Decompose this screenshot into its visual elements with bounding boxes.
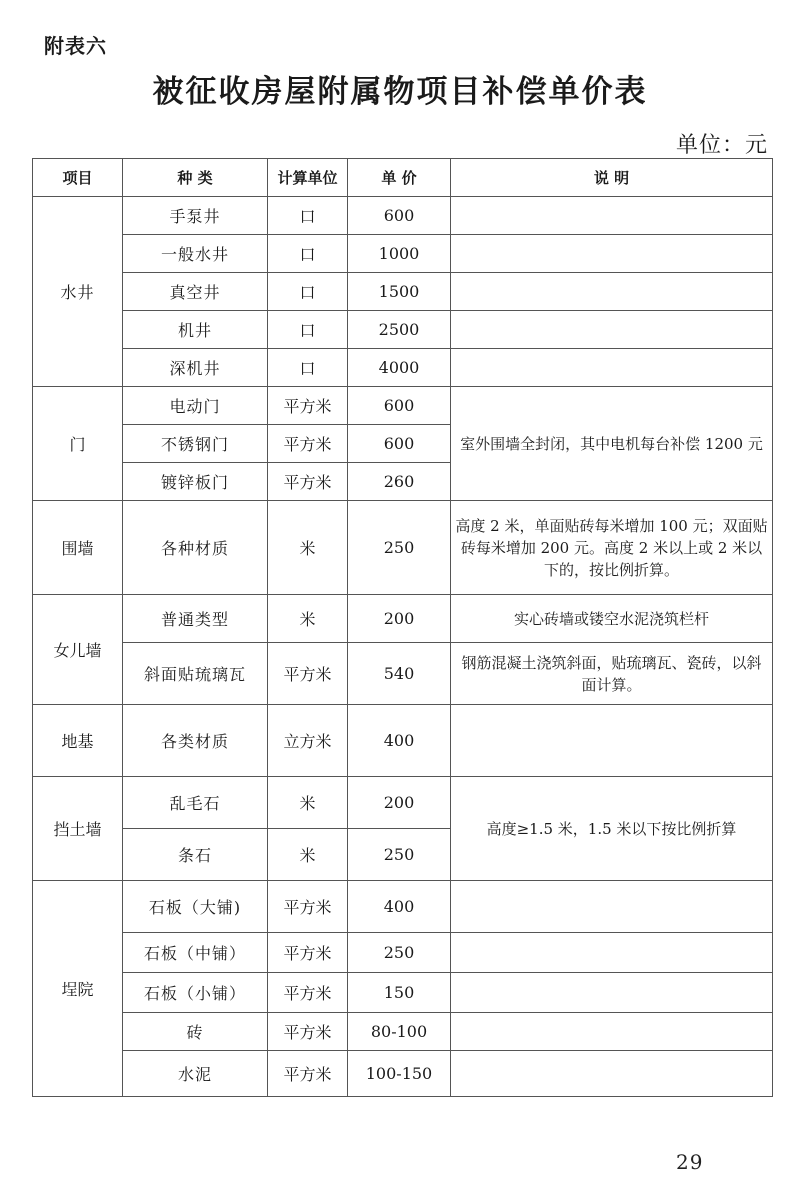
price-cell: 600 <box>348 197 451 235</box>
type-cell: 斜面贴琉璃瓦 <box>123 643 268 705</box>
column-header-note: 说 明 <box>451 159 773 197</box>
type-cell: 不锈钢门 <box>123 425 268 463</box>
note-cell: 钢筋混凝土浇筑斜面，贴琉璃瓦、瓷砖，以斜面计算。 <box>451 643 773 705</box>
note-cell <box>451 705 773 777</box>
type-cell: 深机井 <box>123 349 268 387</box>
price-cell: 540 <box>348 643 451 705</box>
price-cell: 250 <box>348 933 451 973</box>
table-row <box>33 1051 773 1097</box>
column-header-price: 单 价 <box>348 159 451 197</box>
type-cell: 真空井 <box>123 273 268 311</box>
page-number: 29 <box>676 1150 704 1174</box>
unit-cell: 平方米 <box>268 933 348 973</box>
type-cell: 石板（小铺） <box>123 973 268 1013</box>
table-row <box>33 311 773 349</box>
table-row <box>33 777 773 829</box>
unit-cell: 米 <box>268 595 348 643</box>
unit-cell: 平方米 <box>268 425 348 463</box>
table-row <box>33 235 773 273</box>
unit-cell: 口 <box>268 197 348 235</box>
price-cell: 600 <box>348 425 451 463</box>
note-cell <box>451 197 773 235</box>
type-cell: 机井 <box>123 311 268 349</box>
group-name: 挡土墙 <box>33 777 123 881</box>
type-cell: 石板（中铺） <box>123 933 268 973</box>
table-row <box>33 1013 773 1051</box>
type-cell: 石板（大铺) <box>123 881 268 933</box>
price-cell: 1000 <box>348 235 451 273</box>
group-name: 女儿墙 <box>33 595 123 705</box>
table-row <box>33 197 773 235</box>
unit-cell: 口 <box>268 273 348 311</box>
note-cell <box>451 349 773 387</box>
table-row <box>33 501 773 595</box>
column-header-type: 种 类 <box>123 159 268 197</box>
note-cell <box>451 881 773 933</box>
price-cell: 400 <box>348 705 451 777</box>
price-cell: 250 <box>348 829 451 881</box>
unit-cell: 立方米 <box>268 705 348 777</box>
note-cell: 高度≥1.5 米，1.5 米以下按比例折算 <box>451 777 773 881</box>
price-cell: 1500 <box>348 273 451 311</box>
price-cell: 200 <box>348 595 451 643</box>
type-cell: 各种材质 <box>123 501 268 595</box>
price-cell: 80-100 <box>348 1013 451 1051</box>
table-row <box>33 595 773 643</box>
table-row <box>33 881 773 933</box>
price-cell: 400 <box>348 881 451 933</box>
table-row <box>33 387 773 425</box>
price-cell: 250 <box>348 501 451 595</box>
unit-cell: 口 <box>268 311 348 349</box>
table-header-row <box>33 159 773 197</box>
price-cell: 260 <box>348 463 451 501</box>
type-cell: 条石 <box>123 829 268 881</box>
unit-cell: 口 <box>268 349 348 387</box>
group-name: 埕院 <box>33 881 123 1097</box>
price-cell: 200 <box>348 777 451 829</box>
table-row <box>33 973 773 1013</box>
price-cell: 2500 <box>348 311 451 349</box>
unit-cell: 平方米 <box>268 643 348 705</box>
note-cell <box>451 1013 773 1051</box>
price-cell: 4000 <box>348 349 451 387</box>
type-cell: 一般水井 <box>123 235 268 273</box>
type-cell: 普通类型 <box>123 595 268 643</box>
unit-cell: 米 <box>268 501 348 595</box>
type-cell: 乱毛石 <box>123 777 268 829</box>
note-cell <box>451 973 773 1013</box>
unit-cell: 平方米 <box>268 1051 348 1097</box>
table-row <box>33 643 773 705</box>
note-cell <box>451 235 773 273</box>
group-name: 门 <box>33 387 123 501</box>
type-cell: 电动门 <box>123 387 268 425</box>
unit-note: 单位：元 <box>675 133 768 158</box>
type-cell: 镀锌板门 <box>123 463 268 501</box>
price-cell: 150 <box>348 973 451 1013</box>
column-header-item: 项目 <box>33 159 123 197</box>
unit-cell: 平方米 <box>268 881 348 933</box>
table-row <box>33 933 773 973</box>
unit-cell: 平方米 <box>268 1013 348 1051</box>
column-header-unit: 计算单位 <box>268 159 348 197</box>
compensation-price-table <box>32 158 773 1097</box>
attachment-label: 附表六 <box>44 34 107 58</box>
unit-cell: 平方米 <box>268 973 348 1013</box>
table-row <box>33 349 773 387</box>
unit-cell: 口 <box>268 235 348 273</box>
type-cell: 各类材质 <box>123 705 268 777</box>
group-name: 地基 <box>33 705 123 777</box>
note-cell <box>451 1051 773 1097</box>
type-cell: 砖 <box>123 1013 268 1051</box>
group-name: 水井 <box>33 197 123 387</box>
table-row <box>33 705 773 777</box>
table-row <box>33 273 773 311</box>
note-cell: 实心砖墙或镂空水泥浇筑栏杆 <box>451 595 773 643</box>
note-cell <box>451 311 773 349</box>
unit-cell: 平方米 <box>268 463 348 501</box>
note-cell: 高度 2 米，单面贴砖每米增加 100 元；双面贴砖每米增加 200 元。高度 2 米以上或 2 米以下的，按比例折算。 <box>451 501 773 595</box>
unit-cell: 米 <box>268 777 348 829</box>
group-name: 围墙 <box>33 501 123 595</box>
note-cell <box>451 933 773 973</box>
type-cell: 水泥 <box>123 1051 268 1097</box>
note-cell: 室外围墙全封闭，其中电机每台补偿 1200 元 <box>451 387 773 501</box>
price-cell: 100-150 <box>348 1051 451 1097</box>
unit-cell: 平方米 <box>268 387 348 425</box>
type-cell: 手泵井 <box>123 197 268 235</box>
price-cell: 600 <box>348 387 451 425</box>
note-cell <box>451 273 773 311</box>
document-title: 被征收房屋附属物项目补偿单价表 <box>152 74 648 110</box>
unit-cell: 米 <box>268 829 348 881</box>
